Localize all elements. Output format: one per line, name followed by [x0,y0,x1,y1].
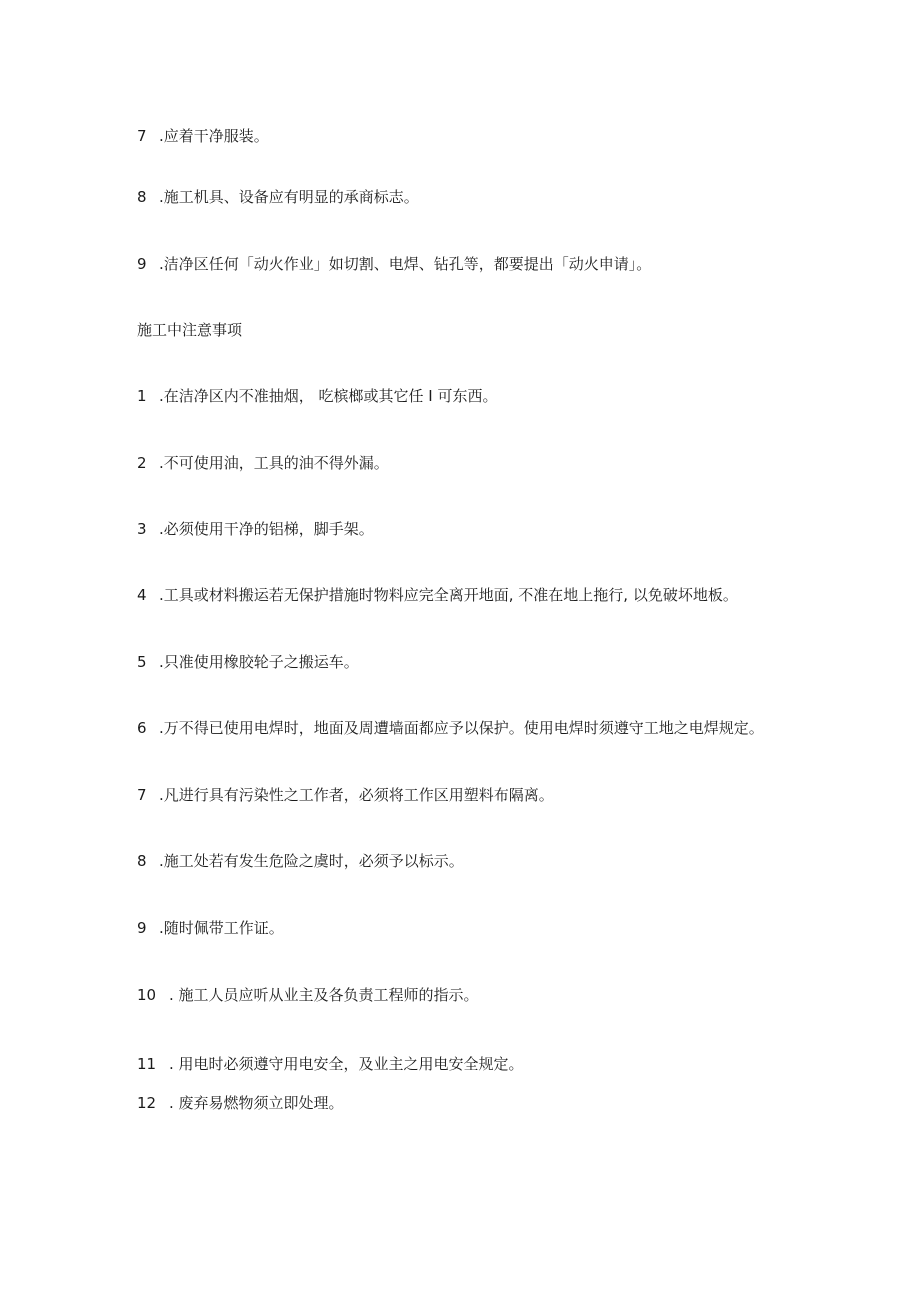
item-number: 9 [137,919,147,937]
item-number: 10 [137,986,157,1004]
item-text: .工具或材料搬运若无保护措施时物料应完全离开地面, 不准在地上拖行, 以免破坏地板。 [159,586,738,604]
item-number: 2 [137,454,147,472]
list-item-3 [137,519,374,539]
item-text: .不可使用油，工具的油不得外漏。 [159,454,389,472]
item-text: .应着干净服装。 [159,127,269,145]
item-number: 11 [137,1055,157,1073]
item-text: . 废弃易燃物须立即处理。 [169,1094,344,1112]
list-item-1 [137,386,498,406]
list-item-5 [137,652,359,672]
list-item-2 [137,453,389,473]
pre-list-item-9 [137,254,651,274]
item-text: .在洁净区内不准抽烟， 吃槟榔或其它任 I 可东西。 [159,387,498,405]
item-number: 9 [137,255,147,273]
list-item-11 [137,1054,524,1074]
list-item-10 [137,985,479,1005]
item-number: 6 [137,719,147,737]
list-item-8 [137,851,464,871]
list-item-6 [137,718,764,738]
item-number: 8 [137,188,147,206]
item-number: 4 [137,586,147,604]
item-text: .万不得已使用电焊时，地面及周遭墙面都应予以保护。使用电焊时须遵守工地之电焊规定。 [159,719,764,737]
item-number: 1 [137,387,147,405]
item-text: .施工机具、设备应有明显的承商标志。 [159,188,419,206]
item-text: . 施工人员应听从业主及各负责工程师的指示。 [169,986,479,1004]
pre-list-item-7 [137,126,269,146]
list-item-12 [137,1093,344,1113]
section-heading: 施工中注意事项 [137,321,243,339]
list-item-7 [137,785,554,805]
item-text: . 用电时必须遵守用电安全，及业主之用电安全规定。 [169,1055,524,1073]
item-text: .随时佩带工作证。 [159,919,284,937]
item-number: 8 [137,852,147,870]
pre-list-item-8 [137,187,419,207]
item-number: 7 [137,786,147,804]
item-text: .施工处若有发生危险之虞时，必须予以标示。 [159,852,464,870]
item-text: .凡进行具有污染性之工作者，必须将工作区用塑料布隔离。 [159,786,554,804]
list-item-4 [137,585,738,605]
item-number: 12 [137,1094,157,1112]
item-number: 3 [137,520,147,538]
item-text: .只准使用橡胶轮子之搬运车。 [159,653,359,671]
item-number: 7 [137,127,147,145]
item-number: 5 [137,653,147,671]
list-item-9 [137,918,284,938]
item-text: .必须使用干净的铝梯，脚手架。 [159,520,374,538]
item-text: .洁净区任何「动火作业」如切割、电焊、钻孔等，都要提出「动火申请」。 [159,255,652,273]
